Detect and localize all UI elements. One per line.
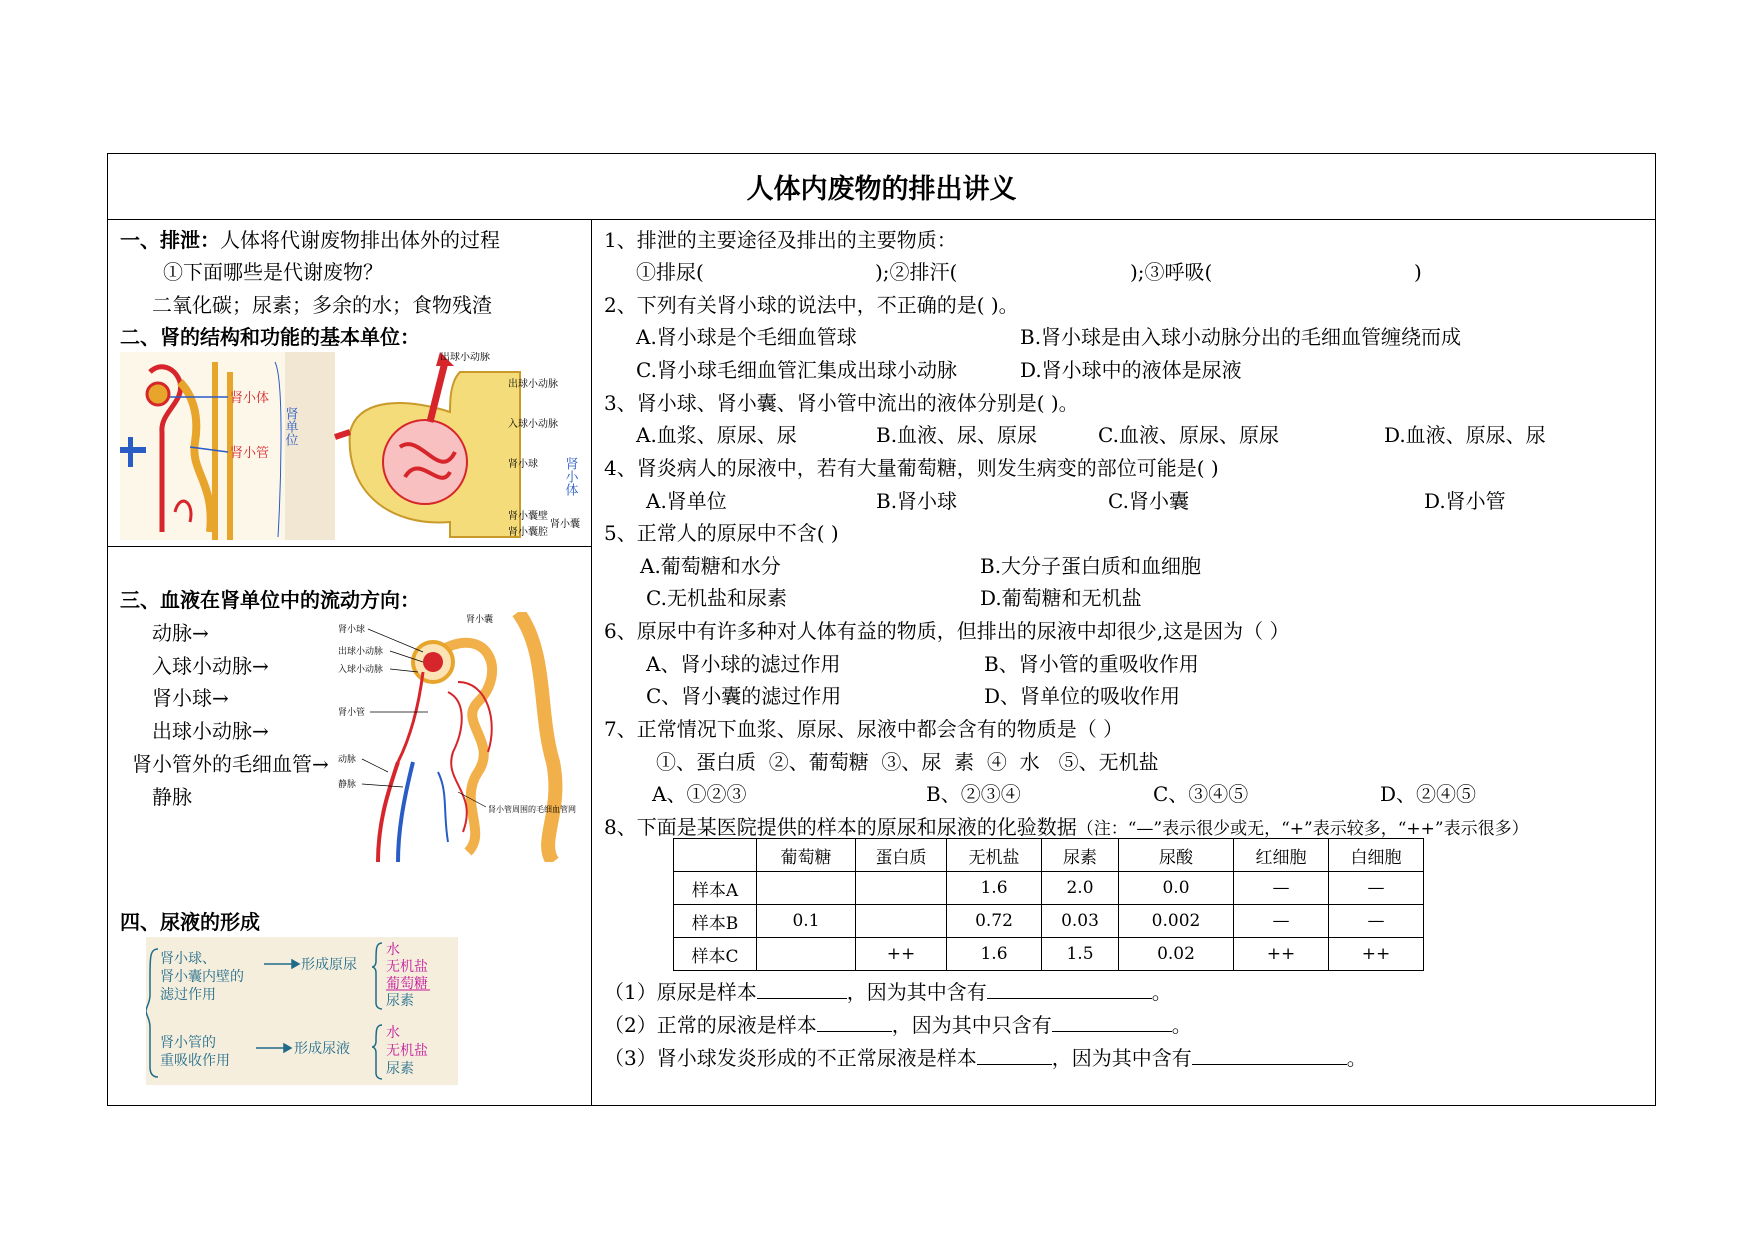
subq1-text-c: 。 <box>1151 980 1172 1004</box>
q1-b: );②排汗( <box>875 260 958 284</box>
table-cell: 样本C <box>674 938 757 971</box>
table-cell: 样本B <box>674 905 757 938</box>
subq3-text-c: 。 <box>1346 1046 1367 1070</box>
fig3-urine-salt: 无机盐 <box>386 1043 428 1059</box>
subq1-blank-sample[interactable] <box>757 980 847 999</box>
subq3-blank-content[interactable] <box>1192 1046 1347 1065</box>
section-1-question: ①下面哪些是代谢废物？ <box>163 260 383 284</box>
table-row <box>674 938 1424 971</box>
q8-note: （注：“—”表示很少或无，“+”表示较多，“++”表示很多） <box>1076 819 1529 839</box>
subq2-blank-content[interactable] <box>1052 1013 1172 1032</box>
table-cell: 1.6 <box>947 872 1042 905</box>
fig3-filter-line-1: 肾小球、 <box>160 951 216 967</box>
label-renal-tubule: 肾小管 <box>230 446 270 461</box>
subq2-text-a: （2）正常的尿液是样本 <box>604 1013 817 1037</box>
section-1-items: 二氧化碳；尿素；多余的水；食物残渣 <box>152 293 492 317</box>
fig2-label-capillary: 肾小管周围的毛细血管网 <box>488 805 576 814</box>
table-cell: 0.1 <box>757 905 856 938</box>
label-capsule: 肾小囊 <box>550 519 580 530</box>
table-cell: 1.6 <box>947 938 1042 971</box>
q4-option-d: D.肾小管 <box>1424 489 1506 513</box>
fig2-label-glomerulus: 肾小球 <box>338 625 366 635</box>
table-cell <box>856 905 947 938</box>
label-corpuscle-vertical: 肾小体 <box>562 457 578 496</box>
section-2-heading: 二、肾的结构和功能的基本单位： <box>120 325 420 349</box>
table-cell: — <box>1329 905 1424 938</box>
subq3-blank-sample[interactable] <box>977 1046 1052 1065</box>
q6: 6、原尿中有许多种对人体有益的物质，但排出的尿液中却很少,这是因为（ ） <box>604 619 1290 643</box>
q6-option-d: D、肾单位的吸收作用 <box>984 684 1181 708</box>
q6-option-a: A、肾小球的滤过作用 <box>646 652 841 676</box>
table-cell: 样本A <box>674 872 757 905</box>
q5-option-a: A.葡萄糖和水分 <box>640 554 781 578</box>
q2-option-d: D.肾小球中的液体是尿液 <box>1020 358 1242 382</box>
table-cell: ++ <box>1329 938 1424 971</box>
label-nephron: 肾单位 <box>282 407 298 446</box>
label-capsule-wall: 肾小囊壁 <box>508 511 548 522</box>
table-header-cell: 红细胞 <box>1234 839 1329 872</box>
figure-1-glomerulus <box>147 383 169 405</box>
q5-option-b: B.大分子蛋白质和血细胞 <box>980 554 1202 578</box>
q6-option-c: C、肾小囊的滤过作用 <box>646 684 842 708</box>
q8-text: 8、下面是某医院提供的样本的原尿和尿液的化验数据 <box>604 815 1077 839</box>
table-row <box>674 905 1424 938</box>
section-3-heading: 三、血液在肾单位中的流动方向： <box>120 588 420 612</box>
page-title: 人体内废物的排出讲义 <box>108 154 1655 220</box>
q3: 3、肾小球、肾小囊、肾小管中流出的液体分别是( )。 <box>604 391 1079 415</box>
label-glomerulus: 肾小球 <box>508 459 538 470</box>
figure-2-glomerulus <box>423 652 443 672</box>
fig2-label-vein: 静脉 <box>338 780 357 790</box>
table-cell <box>856 872 947 905</box>
flow-step-2: 入球小动脉→ <box>152 654 269 678</box>
fig3-urine-water: 水 <box>386 1025 400 1041</box>
label-efferent-top: 出球小动脉 <box>440 352 490 363</box>
subq1-blank-content[interactable] <box>987 980 1152 999</box>
flow-step-3: 肾小球→ <box>152 686 229 710</box>
q4-option-a: A.肾单位 <box>646 489 727 513</box>
q7-items: ①、蛋白质 ②、葡萄糖 ③、尿 素 ④ 水 ⑤、无机盐 <box>656 750 1159 774</box>
table-cell: 0.03 <box>1042 905 1119 938</box>
q3-option-d: D.血液、原尿、尿 <box>1384 423 1546 447</box>
label-capsule-cavity: 肾小囊腔 <box>508 527 548 538</box>
urine-formation-figure <box>146 937 458 1085</box>
figure-2-artery <box>378 762 398 862</box>
section-1 <box>120 227 500 253</box>
handout-table <box>107 153 1656 1106</box>
subq2-blank-sample[interactable] <box>817 1013 892 1032</box>
table-header-row <box>674 839 1424 872</box>
label-efferent: 出球小动脉 <box>508 379 558 390</box>
fig2-label-capsule: 肾小囊 <box>466 615 494 625</box>
fig3-primary-urea: 尿素 <box>386 993 414 1009</box>
fig3-filter-line-3: 滤过作用 <box>160 987 216 1003</box>
left-top-cell <box>108 219 591 547</box>
table-header-cell: 无机盐 <box>947 839 1042 872</box>
table-header-cell <box>674 839 757 872</box>
table-cell: 0.72 <box>947 905 1042 938</box>
table-row <box>674 872 1424 905</box>
q1-d: ) <box>1414 260 1422 284</box>
nephron-flow-figure <box>338 612 583 862</box>
q1: 1、排泄的主要途径及排出的主要物质： <box>604 228 957 252</box>
fig2-label-efferent: 出球小动脉 <box>338 647 384 657</box>
q7-option-a: A、①②③ <box>652 782 747 806</box>
table-header-cell: 尿酸 <box>1119 839 1234 872</box>
flow-step-5: 肾小管外的毛细血管→ <box>132 752 329 776</box>
table-cell: 2.0 <box>1042 872 1119 905</box>
q3-option-b: B.血液、尿、原尿 <box>876 423 1038 447</box>
flow-step-4: 出球小动脉→ <box>152 719 269 743</box>
fig2-label-artery: 动脉 <box>338 755 357 765</box>
q4-option-b: B.肾小球 <box>876 489 958 513</box>
q5: 5、正常人的原尿中不含( ) <box>604 521 839 545</box>
q3-option-a: A.血浆、原尿、尿 <box>636 423 797 447</box>
table-cell: — <box>1329 872 1424 905</box>
table-cell: ++ <box>1234 938 1329 971</box>
table-cell: 1.5 <box>1042 938 1119 971</box>
table-cell <box>757 938 856 971</box>
q2-option-b: B.肾小球是由入球小动脉分出的毛细血管缠绕而成 <box>1020 325 1462 349</box>
subquestion-1 <box>604 979 1172 1005</box>
q1-a: ①排尿( <box>636 260 704 284</box>
figure-1-glomerulus-detail <box>383 420 467 504</box>
section-4-heading: 四、尿液的形成 <box>120 910 260 934</box>
figure-2-arteriole <box>398 672 423 762</box>
figure-2-capillary-venous <box>438 772 448 842</box>
q1-c: );③呼吸( <box>1130 260 1213 284</box>
q5-option-c: C.无机盐和尿素 <box>646 586 787 610</box>
table-cell: 0.0 <box>1119 872 1234 905</box>
q7: 7、正常情况下血浆、原尿、尿液中都会含有的物质是（ ） <box>604 717 1124 741</box>
q2: 2、下列有关肾小球的说法中，不正确的是( )。 <box>604 293 1019 317</box>
kidney-structure-figure <box>120 352 580 540</box>
fig3-primary-water: 水 <box>386 942 400 958</box>
label-renal-corpuscle: 肾小体 <box>230 391 270 406</box>
figure-1-divider-bg <box>282 352 335 540</box>
table-header-cell: 葡萄糖 <box>757 839 856 872</box>
flow-step-1: 动脉→ <box>152 621 209 645</box>
label-afferent: 入球小动脉 <box>508 419 558 430</box>
q7-option-b: B、②③④ <box>926 782 1021 806</box>
table-cell: ++ <box>856 938 947 971</box>
table-header-cell: 白细胞 <box>1329 839 1424 872</box>
fig2-label-afferent: 入球小动脉 <box>338 665 384 675</box>
fig3-reabsorb-line-1: 肾小管的 <box>160 1035 216 1051</box>
figure-2-collecting-duct <box>518 612 555 862</box>
left-column <box>108 219 592 1105</box>
q4-option-c: C.肾小囊 <box>1108 489 1189 513</box>
right-column <box>592 219 1655 1105</box>
table-cell: — <box>1234 905 1329 938</box>
q5-option-d: D.葡萄糖和无机盐 <box>980 586 1142 610</box>
fig3-primary-salt: 无机盐 <box>386 959 428 975</box>
table-cell: 0.02 <box>1119 938 1234 971</box>
fig3-form-primary: 形成原尿 <box>301 957 357 973</box>
q2-option-c: C.肾小球毛细血管汇集成出球小动脉 <box>636 358 957 382</box>
fig3-primary-glucose: 葡萄糖 <box>386 976 428 992</box>
subq3-text-b: ，因为其中含有 <box>1051 1046 1192 1070</box>
subquestion-2 <box>604 1012 1192 1038</box>
table-cell: 0.002 <box>1119 905 1234 938</box>
fig2-label-tubule: 肾小管 <box>338 708 366 718</box>
table-header-cell: 尿素 <box>1042 839 1119 872</box>
figure-2-vein <box>398 762 413 862</box>
section-1-heading: 一、排泄： <box>120 228 220 252</box>
fig3-form-urine: 形成尿液 <box>294 1041 350 1057</box>
q6-option-b: B、肾小管的重吸收作用 <box>984 652 1199 676</box>
sample-data-table <box>673 838 1424 971</box>
table-cell <box>757 872 856 905</box>
table-header-cell: 蛋白质 <box>856 839 947 872</box>
q2-option-a: A.肾小球是个毛细血管球 <box>636 325 857 349</box>
q3-option-c: C.血液、原尿、原尿 <box>1098 423 1279 447</box>
fig3-filter-line-2: 肾小囊内壁的 <box>160 969 244 985</box>
subquestion-3 <box>604 1045 1367 1071</box>
subq2-text-c: 。 <box>1171 1013 1192 1037</box>
figure-1-vein-branch <box>128 437 133 467</box>
q7-option-c: C、③④⑤ <box>1153 782 1249 806</box>
flow-step-6: 静脉 <box>152 785 192 809</box>
fig3-reabsorb-line-2: 重吸收作用 <box>160 1053 230 1069</box>
subq1-text-b: ，因为其中含有 <box>846 980 987 1004</box>
subq1-text-a: （1）原尿是样本 <box>604 980 757 1004</box>
table-cell: — <box>1234 872 1329 905</box>
q4: 4、肾炎病人的尿液中，若有大量葡萄糖，则发生病变的部位可能是( ) <box>604 456 1219 480</box>
fig3-urine-urea: 尿素 <box>386 1061 414 1077</box>
section-1-text: 人体将代谢废物排出体外的过程 <box>220 228 500 252</box>
subq2-text-b: ，因为其中只含有 <box>891 1013 1052 1037</box>
q7-option-d: D、②④⑤ <box>1380 782 1477 806</box>
subq3-text-a: （3）肾小球发炎形成的不正常尿液是样本 <box>604 1046 977 1070</box>
